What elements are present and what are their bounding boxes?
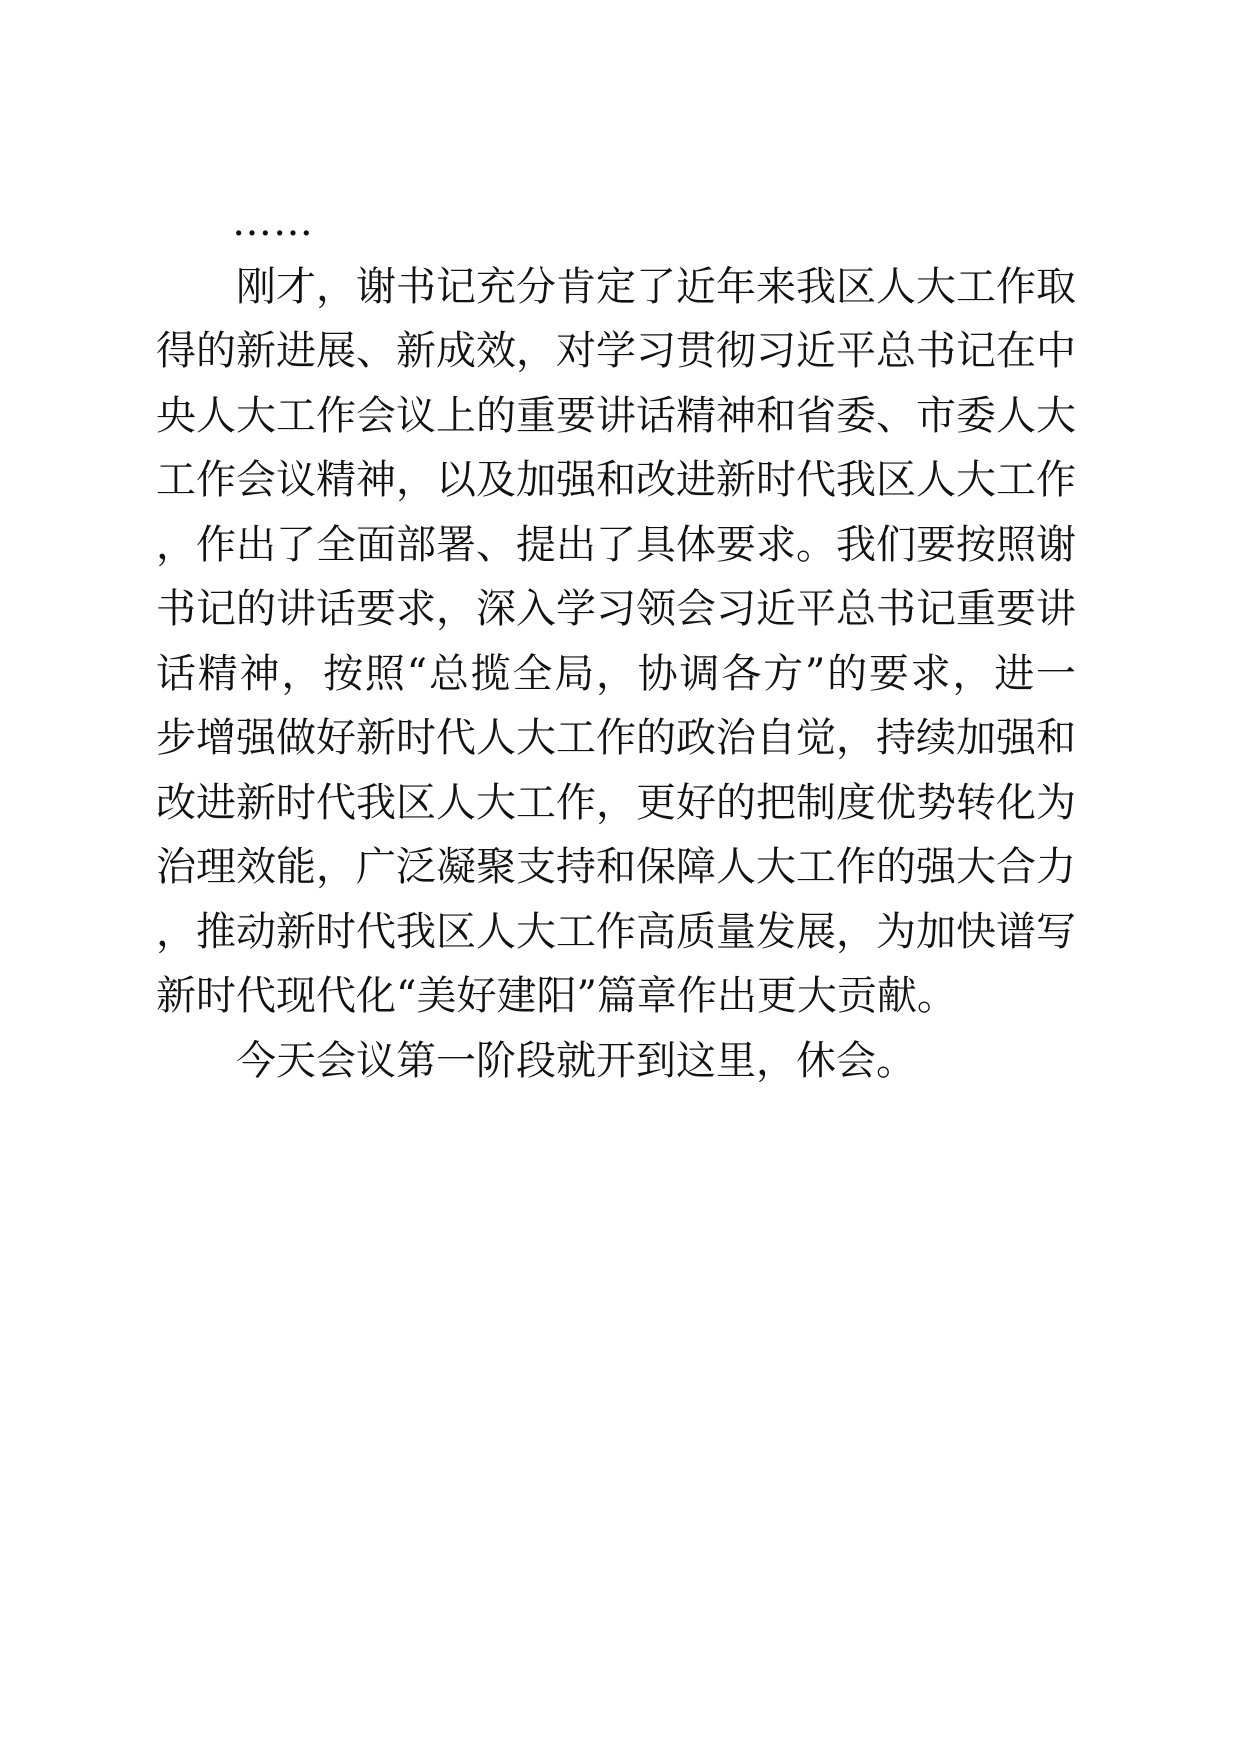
paragraph-adjournment: 今天会议第一阶段就开到这里，休会。 [236,1037,916,1084]
ellipsis-marker: …… [232,199,314,245]
paragraph-closing-remarks: 刚才，谢书记充分肯定了近年来我区人大工作取得的新进展、新成效，对学习贯彻习近平总书记在中央人大工作会议上的重要讲话精神和省委、市委人大工作会议精神，以及加强和改进新时代我区人大工作，作出了全面部署、提出了具体要求。我们要按照谢书记的讲话要求，深入学习领会习近平总书记重要讲话精神，按照“总揽全局，协调各方”的要求，进一步增强做好新时代人大工作的政治自觉，持续加强和改进新时代我区人大工作，更好的把制度优势转化为治理效能，广泛凝聚支持和保障人大工作的强大合力，推动新时代我区人大工作高质量发展，为加快谱写新时代现代化“美好建阳”篇章作出更大贡献。 [156,263,1076,1019]
document-body [156,190,1076,1093]
